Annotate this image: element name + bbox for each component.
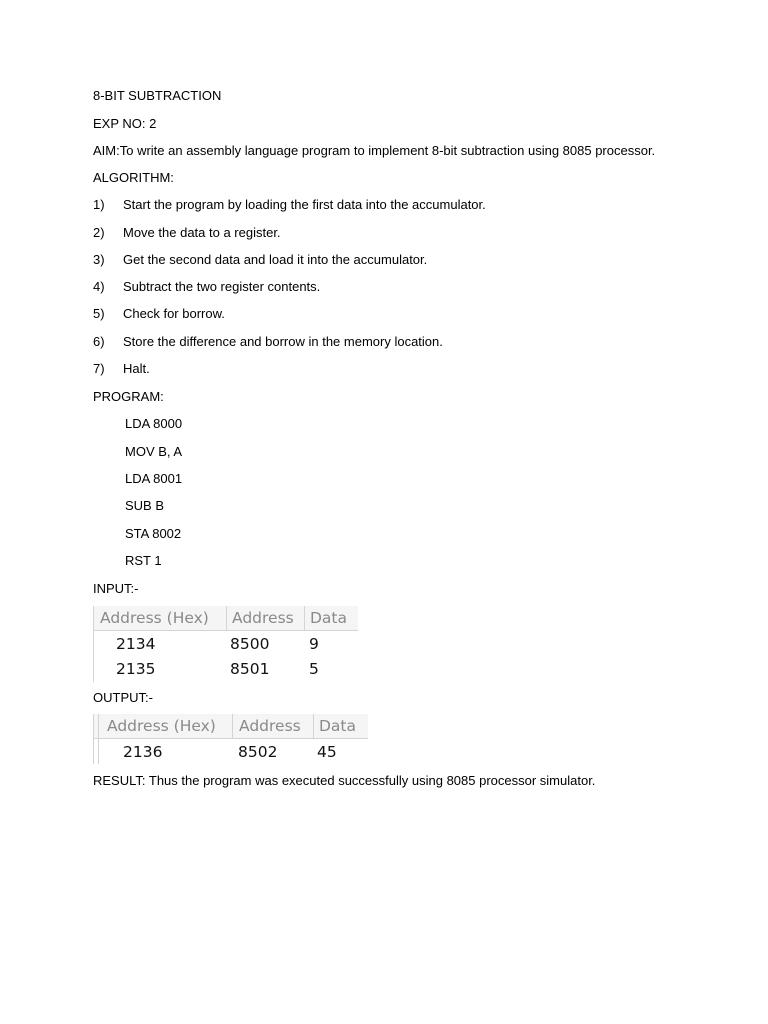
step-number: 2)	[93, 225, 105, 240]
column-header: Data	[310, 609, 348, 627]
output-heading: OUTPUT:-	[93, 690, 153, 705]
code-line: SUB B	[125, 498, 165, 513]
table-border	[98, 714, 99, 764]
column-divider	[313, 714, 314, 738]
step-number: 6)	[93, 334, 105, 349]
table-cell: 5	[309, 660, 319, 678]
code-line: STA 8002	[125, 526, 182, 541]
code-line: MOV B, A	[125, 444, 183, 459]
input-table	[93, 606, 358, 682]
code-line: LDA 8000	[125, 416, 183, 431]
code-line: RST 1	[125, 553, 162, 568]
result-statement: RESULT: Thus the program was executed successfully using 8085 processor simulator.	[93, 773, 596, 788]
table-cell: 9	[309, 635, 319, 653]
step-text: Subtract the two register contents.	[123, 279, 321, 294]
table-border	[93, 606, 94, 682]
code-line: LDA 8001	[125, 471, 183, 486]
table-cell: 2135	[116, 660, 156, 678]
column-divider	[226, 606, 227, 630]
column-divider	[232, 714, 233, 738]
step-text: Store the difference and borrow in the memory location.	[123, 334, 443, 349]
table-border	[93, 714, 94, 764]
header-divider	[93, 738, 368, 739]
step-text: Get the second data and load it into the accumulator.	[123, 252, 428, 267]
column-header: Address	[232, 609, 294, 627]
table-cell: 8502	[238, 743, 278, 761]
table-cell: 45	[317, 743, 337, 761]
input-heading: INPUT:-	[93, 581, 139, 596]
column-header: Address (Hex)	[100, 609, 209, 627]
table-cell: 2134	[116, 635, 156, 653]
step-text: Check for borrow.	[123, 306, 225, 321]
table-cell: 8500	[230, 635, 270, 653]
step-number: 1)	[93, 197, 105, 212]
step-text: Move the data to a register.	[123, 225, 281, 240]
document-title: 8-BIT SUBTRACTION	[93, 88, 222, 103]
column-divider	[304, 606, 305, 630]
aim-statement: AIM:To write an assembly language program to implement 8-bit subtraction using 8085 processor.	[93, 143, 656, 158]
column-header: Address (Hex)	[107, 717, 216, 735]
step-text: Start the program by loading the first data into the accumulator.	[123, 197, 486, 212]
column-header: Address	[239, 717, 301, 735]
output-table	[93, 714, 368, 764]
step-text: Halt.	[123, 361, 150, 376]
step-number: 7)	[93, 361, 105, 376]
step-number: 5)	[93, 306, 105, 321]
experiment-number: EXP NO: 2	[93, 116, 157, 131]
column-header: Data	[319, 717, 357, 735]
table-cell: 8501	[230, 660, 270, 678]
algorithm-heading: ALGORITHM:	[93, 170, 174, 185]
program-heading: PROGRAM:	[93, 389, 164, 404]
step-number: 3)	[93, 252, 105, 267]
header-divider	[93, 630, 358, 631]
step-number: 4)	[93, 279, 105, 294]
table-cell: 2136	[123, 743, 163, 761]
